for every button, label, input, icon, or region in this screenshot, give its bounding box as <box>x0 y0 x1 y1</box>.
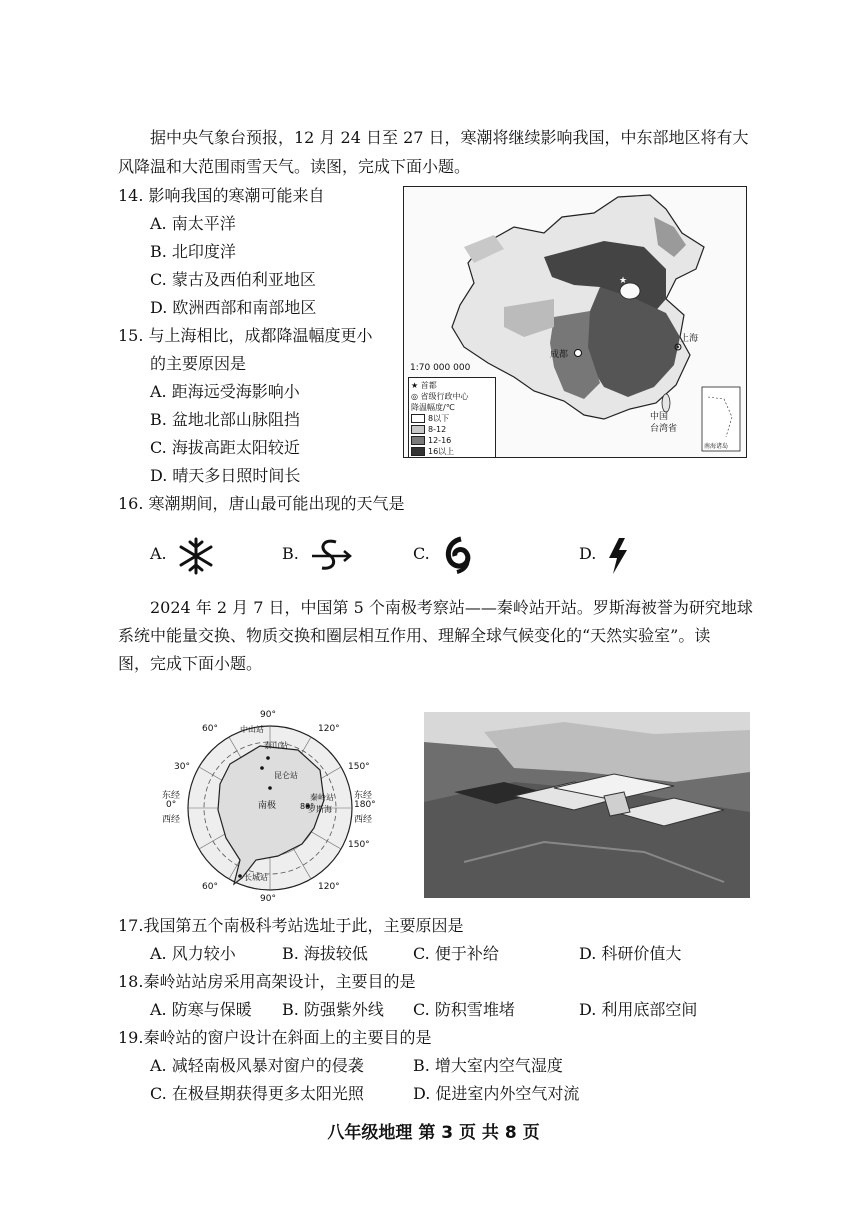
intro-line-1: 据中央气象台预报，12 月 24 日至 27 日，寒潮将继续影响我国，中东部地区将有大 <box>150 128 749 147</box>
question-number: 14. <box>118 186 144 205</box>
q16-option-a[interactable]: A. <box>150 536 230 576</box>
label-taishan: 泰山站 <box>264 741 288 750</box>
label-zhongshan: 中山站 <box>240 725 264 734</box>
label-kunlun: 昆仑站 <box>274 771 298 780</box>
section2-intro-line-3: 图，完成下面小题。 <box>118 654 263 673</box>
q19-option-d[interactable]: D. 促进室内外空气对流 <box>413 1084 580 1103</box>
label-60-tl: 60° <box>202 724 218 734</box>
legend-range-4: 16以上 <box>411 446 493 457</box>
label-ross-sea: 罗斯海 <box>308 805 332 814</box>
question-stem: 寒潮期间，唐山最可能出现的天气是 <box>148 494 405 513</box>
q16-option-b[interactable]: B. <box>282 536 362 576</box>
label-south-pole: 南极 <box>258 801 277 811</box>
q16-option-c[interactable]: C. <box>413 536 493 576</box>
label-150-r: 150° <box>348 762 370 772</box>
q17-option-b[interactable]: B. 海拔较低 <box>282 944 368 963</box>
typhoon-icon <box>439 536 475 576</box>
intro-line-2: 风降温和大范围雨雪天气。读图，完成下面小题。 <box>118 157 471 176</box>
question-stem: 与上海相比，成都降温幅度更小 <box>148 326 373 345</box>
station-photo-graphic <box>424 712 750 898</box>
question-17 <box>118 914 463 938</box>
question-18 <box>118 970 415 994</box>
legend-capital: ★ 首都 <box>411 381 437 390</box>
label-qinling: 秦岭站 <box>310 793 334 802</box>
q15-option-c[interactable]: C. 海拔高距太阳较近 <box>150 438 300 457</box>
question-number: 18. <box>118 972 144 991</box>
q14-option-b[interactable]: B. 北印度洋 <box>150 242 236 261</box>
q18-option-d[interactable]: D. 利用底部空间 <box>579 1000 698 1019</box>
circle-dot-icon: ◎ <box>411 392 418 401</box>
question-number: 19. <box>118 1028 144 1047</box>
section2-intro-line-2: 系统中能量交换、物质交换和圈层相互作用、理解全球气候变化的“天然实验室”。读 <box>118 626 711 645</box>
q17-option-d[interactable]: D. 科研价值大 <box>579 944 682 963</box>
question-number: 15. <box>118 326 144 345</box>
label-90-bottom: 90° <box>260 894 276 904</box>
q16-option-d[interactable]: D. <box>579 536 659 576</box>
label-90-top: 90° <box>260 710 276 720</box>
label-changcheng: 长城站 <box>244 873 268 882</box>
legend-provincial: ◎ 省级行政中心 <box>411 392 469 401</box>
q18-option-c[interactable]: C. 防积雪堆堵 <box>413 1000 515 1019</box>
q19-option-b[interactable]: B. 增大室内空气湿度 <box>413 1056 563 1075</box>
q17-option-a[interactable]: A. 风力较小 <box>150 944 236 963</box>
label-30-l: 30° <box>174 762 190 772</box>
q19-option-a[interactable]: A. 减轻南极风暴对窗户的侵袭 <box>150 1056 364 1075</box>
snow-icon <box>176 536 216 576</box>
q18-option-b[interactable]: B. 防强紫外线 <box>282 1000 384 1019</box>
label-120-br: 120° <box>318 882 340 892</box>
label-120-tr: 120° <box>318 724 340 734</box>
label-60-bl: 60° <box>202 882 218 892</box>
legend-title: 降温幅度/℃ <box>411 403 455 412</box>
question-15-stem-2: 的主要原因是 <box>150 354 247 373</box>
label-west-right: 西经 <box>354 815 373 825</box>
page-footer: 八年级地理 第 3 页 共 8 页 <box>327 1123 540 1143</box>
question-14 <box>118 184 325 208</box>
map-legend <box>408 377 496 458</box>
question-stem: 影响我国的寒潮可能来自 <box>148 186 325 205</box>
label-east-right: 东经 <box>354 791 373 801</box>
question-number: 16. <box>118 494 144 513</box>
question-stem: 秦岭站站房采用高架设计，主要目的是 <box>143 972 416 991</box>
question-number: 17. <box>118 916 144 935</box>
question-16 <box>118 492 405 516</box>
label-180: 180° <box>354 800 376 810</box>
label-chengdu: 成都 <box>550 350 569 360</box>
question-stem: 秦岭站的窗户设计在斜面上的主要目的是 <box>143 1028 432 1047</box>
sandstorm-icon <box>308 536 352 576</box>
q14-option-a[interactable]: A. 南太平洋 <box>150 214 236 233</box>
question-15 <box>118 324 373 348</box>
map-scale: 1:70 000 000 <box>410 363 471 373</box>
label-south-sea: 南海诸岛 <box>704 443 729 450</box>
beijing-star-icon: ★ <box>619 276 628 286</box>
antarctica-polar-map <box>160 710 380 906</box>
label-west-left: 西经 <box>162 815 181 825</box>
q14-option-c[interactable]: C. 蒙古及西伯利亚地区 <box>150 270 316 289</box>
label-80: 80° <box>300 802 315 811</box>
legend-range-3: 12-16 <box>411 435 493 446</box>
q17-option-c[interactable]: C. 便于补给 <box>413 944 499 963</box>
label-shanghai: 上海 <box>680 334 699 344</box>
label-0: 0° <box>166 800 177 810</box>
legend-range-2: 8-12 <box>411 424 493 435</box>
q15-option-a[interactable]: A. 距海远受海影响小 <box>150 382 300 401</box>
q15-option-b[interactable]: B. 盆地北部山脉阻挡 <box>150 410 300 429</box>
chengdu-marker <box>575 350 582 357</box>
question-19 <box>118 1026 431 1050</box>
section2-intro-line-1: 2024 年 2 月 7 日，中国第 5 个南极考察站——秦岭站开站。罗斯海被誉为研究地球 <box>150 598 753 617</box>
label-east-left: 东经 <box>162 791 181 801</box>
question-stem: 我国第五个南极科考站选址于此，主要原因是 <box>143 916 464 935</box>
label-taiwan: 台湾省 <box>650 424 678 434</box>
label-china: 中国 <box>650 412 669 422</box>
legend-range-1: 8以下 <box>411 413 493 424</box>
china-cold-wave-map <box>403 186 747 458</box>
lightning-icon <box>603 536 633 576</box>
label-150-br: 150° <box>348 840 370 850</box>
q14-option-d[interactable]: D. 欧洲西部和南部地区 <box>150 298 317 317</box>
star-icon: ★ <box>411 381 419 390</box>
q15-option-d[interactable]: D. 晴天多日照时间长 <box>150 466 301 485</box>
q19-option-c[interactable]: C. 在极昼期获得更多太阳光照 <box>150 1084 364 1103</box>
qinling-station-photo <box>424 712 750 898</box>
q18-option-a[interactable]: A. 防寒与保暖 <box>150 1000 252 1019</box>
